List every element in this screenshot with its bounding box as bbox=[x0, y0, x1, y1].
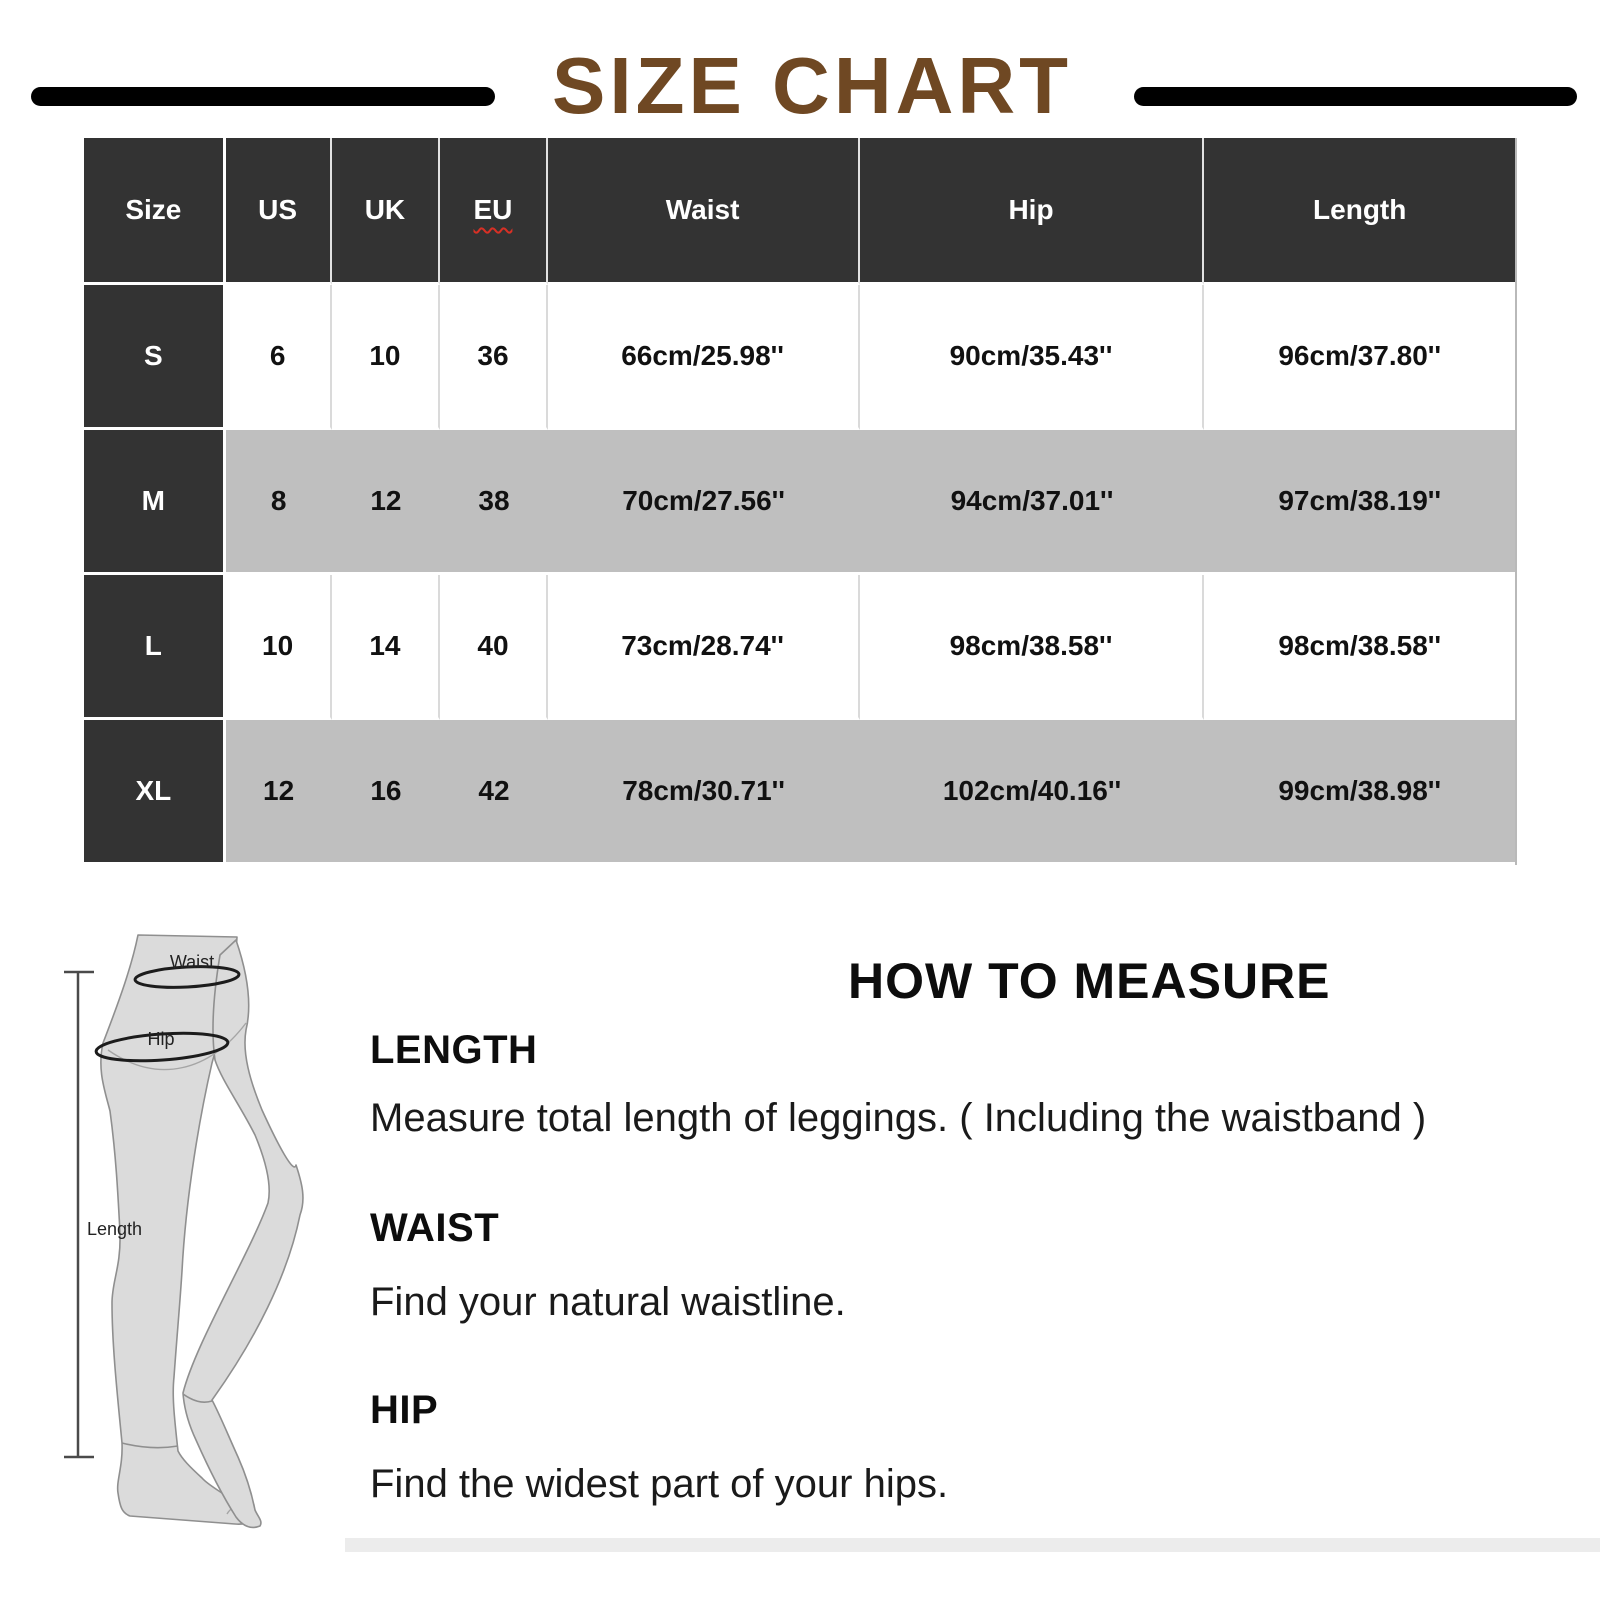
size-cell: XL bbox=[84, 720, 226, 865]
column-header-hip: Hip bbox=[860, 138, 1205, 285]
length-cell: 99cm/38.98'' bbox=[1204, 720, 1515, 865]
table-row-xl bbox=[84, 720, 1515, 865]
us-cell: 8 bbox=[226, 430, 332, 575]
uk-cell: 16 bbox=[332, 720, 441, 865]
size-table-wrapper bbox=[84, 138, 1517, 865]
waist-section-heading: WAIST bbox=[370, 1206, 500, 1250]
how-to-measure-heading: HOW TO MEASURE bbox=[848, 953, 1331, 1009]
size-cell: M bbox=[84, 430, 226, 575]
column-header-us: US bbox=[226, 138, 332, 285]
eu-cell: 40 bbox=[440, 575, 547, 720]
length-label: Length bbox=[87, 1219, 143, 1239]
eu-cell: 38 bbox=[440, 430, 547, 575]
waist-cell: 73cm/28.74'' bbox=[548, 575, 860, 720]
uk-cell: 12 bbox=[332, 430, 441, 575]
waist-cell: 66cm/25.98'' bbox=[548, 285, 860, 430]
title-rule-left bbox=[31, 87, 495, 106]
header-row bbox=[84, 138, 1515, 285]
table-row-l bbox=[84, 575, 1515, 720]
us-cell: 6 bbox=[226, 285, 332, 430]
hip-cell: 102cm/40.16'' bbox=[860, 720, 1205, 865]
column-header-uk: UK bbox=[332, 138, 441, 285]
uk-cell: 10 bbox=[332, 285, 441, 430]
column-header-eu bbox=[440, 138, 547, 285]
eu-label-spellcheck: EU bbox=[473, 194, 513, 225]
hip-section-text: Find the widest part of your hips. bbox=[370, 1462, 949, 1506]
uk-cell: 14 bbox=[332, 575, 441, 720]
length-section-heading: LENGTH bbox=[370, 1028, 538, 1072]
hip-label: Hip bbox=[147, 1029, 175, 1049]
table-row-s bbox=[84, 285, 1515, 430]
title-rule-right bbox=[1134, 87, 1577, 106]
waist-cell: 70cm/27.56'' bbox=[548, 430, 860, 575]
waist-section-text: Find your natural waistline. bbox=[370, 1280, 846, 1324]
waist-cell: 78cm/30.71'' bbox=[548, 720, 860, 865]
hip-section-heading: HIP bbox=[370, 1388, 439, 1432]
size-chart-table bbox=[84, 138, 1515, 865]
size-cell: L bbox=[84, 575, 226, 720]
leg-measure-illustration bbox=[50, 895, 380, 1565]
length-cell: 97cm/38.19'' bbox=[1204, 430, 1515, 575]
size-cell: S bbox=[84, 285, 226, 430]
eu-cell: 36 bbox=[440, 285, 547, 430]
column-header-length: Length bbox=[1204, 138, 1515, 285]
waist-label: Waist bbox=[169, 952, 215, 972]
eu-cell: 42 bbox=[440, 720, 547, 865]
us-cell: 12 bbox=[226, 720, 332, 865]
bottom-divider-band bbox=[345, 1538, 1600, 1552]
column-header-size: Size bbox=[84, 138, 226, 285]
hip-cell: 90cm/35.43'' bbox=[860, 285, 1205, 430]
hip-cell: 98cm/38.58'' bbox=[860, 575, 1205, 720]
column-header-waist: Waist bbox=[548, 138, 860, 285]
us-cell: 10 bbox=[226, 575, 332, 720]
hip-cell: 94cm/37.01'' bbox=[860, 430, 1205, 575]
length-section-text: Measure total length of leggings. ( Including the waistband ) bbox=[370, 1096, 1427, 1140]
table-row-m bbox=[84, 430, 1515, 575]
length-cell: 98cm/38.58'' bbox=[1204, 575, 1515, 720]
length-cell: 96cm/37.80'' bbox=[1204, 285, 1515, 430]
page-title: SIZE CHART bbox=[552, 41, 1072, 130]
